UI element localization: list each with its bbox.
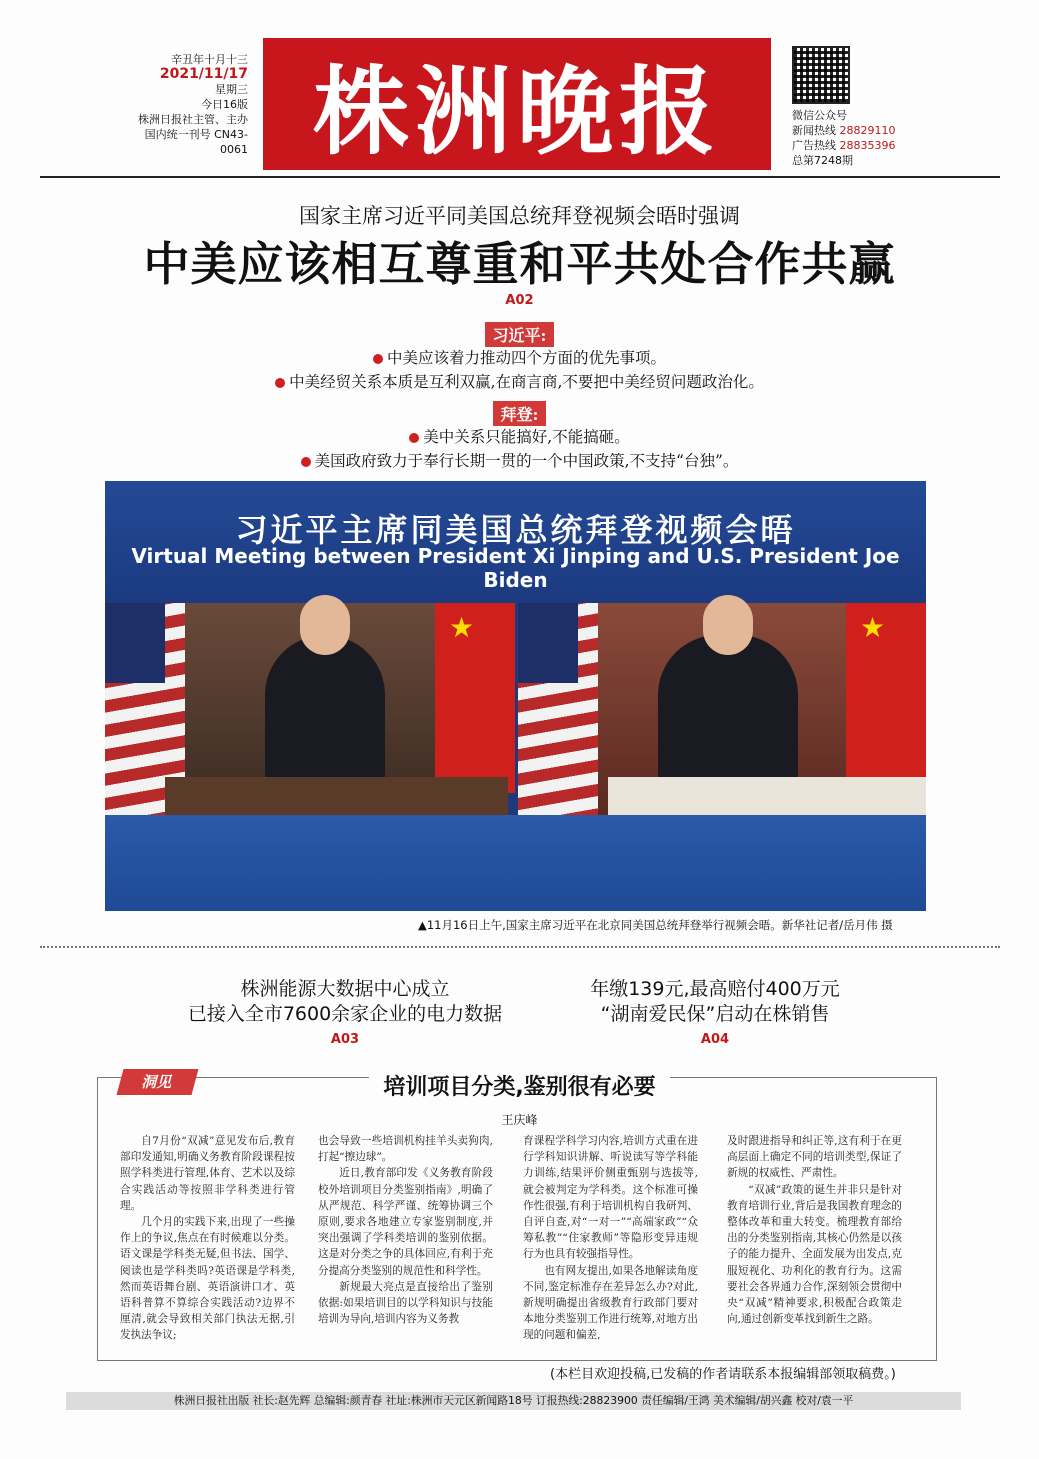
sponsor: 株洲日报社主管、主办 bbox=[138, 113, 248, 126]
news-hotline-label: 新闻热线 bbox=[792, 124, 836, 137]
biden-point-1: 美中关系只能搞好,不能搞砸。 bbox=[0, 425, 1039, 447]
bullet-icon bbox=[275, 378, 285, 388]
contact-info bbox=[792, 108, 896, 168]
biden-point-2: 美国政府致力于奉行长期一贯的一个中国政策,不支持“台独”。 bbox=[0, 449, 1039, 471]
biden-video-panel bbox=[105, 603, 508, 815]
person-figure bbox=[658, 635, 798, 785]
story-line-2: 已接入全市7600余家企业的电力数据 bbox=[187, 1003, 503, 1025]
story-energy[interactable] bbox=[150, 977, 540, 1052]
newspaper-logo: 株洲晚报 bbox=[263, 38, 771, 170]
china-flag-icon: ★ bbox=[846, 603, 926, 793]
desk bbox=[165, 777, 508, 815]
bullet-icon bbox=[301, 457, 311, 467]
photo-caption: ▲11月16日上午,国家主席习近平在北京同美国总统拜登举行视频会晤。新华社记者/岳月伟 摄 bbox=[418, 918, 893, 932]
meeting-photo bbox=[105, 481, 926, 911]
xi-point-2: 中美经贸关系本质是互利双赢,在商言商,不要把中美经贸问题政治化。 bbox=[0, 370, 1039, 392]
ad-hotline-label: 广告热线 bbox=[792, 139, 836, 152]
ad-hotline: 28835396 bbox=[839, 139, 896, 152]
photo-stage bbox=[105, 815, 926, 911]
xi-tag: 习近平: bbox=[0, 322, 1039, 347]
desk bbox=[608, 777, 926, 815]
cn-number: 国内统一刊号 CN43-0061 bbox=[144, 128, 248, 156]
column-text-2: 也会导致一些培训机构挂羊头卖狗肉,打起“擦边球”。 近日,教育部印发《义务教育阶段校外培训项目分类鉴别指南》,明确了从严规范、科学严谨、统筹协调三个原则,要求各地建立专家鉴别制度,并突出强调了学科类培训的鉴别依据。这是对分类之争的具体回应,有利于充分提高分类鉴别的规范性和科学性。 新规最大亮点是直接给出了鉴别依据:如果培训目的以学科知识与技能培训为导向,培训内容为义务教 bbox=[318, 1135, 493, 1326]
column-text-3: 育课程学科学习内容,培训方式重在进行学科知识讲解、听说读写等学科能力训练,结果评价侧重甄别与选拔等,就会被判定为学科类。这个标准可操作性很强,有利于培训机构自我研判、自评自查,对“一对一”“高端家政”“众筹私教”“住家教师”等隐形变异违规行为也具有较强指导性。 也有网友提出,如果各地解读角度不同,鉴定标准存在差异怎么办?对此,新规明确提出省级教育行政部门要对本地分类鉴别工作进行统筹,对地方出现的问题和偏差, bbox=[523, 1135, 698, 1342]
contribution-notice: (本栏目欢迎投稿,已发稿的作者请联系本报编辑部领取稿费。) bbox=[550, 1367, 896, 1382]
date-block bbox=[136, 52, 248, 157]
column-tag: 洞见 bbox=[117, 1069, 199, 1095]
story-line-1: 年缴139元,最高赔付400万元 bbox=[590, 978, 840, 1000]
story-page-ref: A03 bbox=[330, 1032, 360, 1047]
banner-title-en: Virtual Meeting between President Xi Jinping and U.S. President Joe Biden bbox=[131, 544, 900, 592]
column-author: 王庆峰 bbox=[501, 1113, 538, 1127]
story-line-1: 株洲能源大数据中心成立 bbox=[240, 978, 450, 1000]
story-line-2: “湖南爱民保”启动在株销售 bbox=[600, 1003, 830, 1025]
footer-credits: 株洲日报社出版 社长:赵先辉 总编辑:颜青春 社址:株洲市天元区新闻路18号 订报热线:28823900 责任编辑/王鸿 美术编辑/胡兴鑫 校对/袁一平 bbox=[66, 1392, 961, 1410]
xi-video-panel bbox=[518, 603, 926, 815]
lead-headline: 中美应该相互尊重和平共处合作共赢 bbox=[143, 237, 896, 291]
lead-kicker: 国家主席习近平同美国总统拜登视频会晤时强调 bbox=[299, 204, 740, 228]
column-title: 培训项目分类,鉴别很有必要 bbox=[0, 1070, 1039, 1101]
biden-tag: 拜登: bbox=[0, 401, 1039, 426]
column-text-1: 自7月份“双减”意见发布后,教育部印发通知,明确义务教育阶段课程按照学科类进行管理,体育、艺术以及综合实践活动等按照非学科类进行管理。 几个月的实践下来,出现了一些操作上的争议,焦点在有时候难以分类。语文课是学科类无疑,但书法、国学、阅读也是学科类吗?英语课是学科类,然而英语舞台剧、英语演讲口才、英语科普算不算综合实践活动?边界不厘清,就会导致相关部门执法无据,引发执法争议; bbox=[120, 1135, 295, 1342]
column-text-4: 及时跟进指导和纠正等,这有利于在更高层面上确定不同的培训类型,保证了新规的权威性、严肃性。 “双减”政策的诞生并非只是针对教育培训行业,背后是我国教育理念的整体改革和重大转变。梳理教育部给出的分类鉴别指南,其核心仍然是以孩子的能力提升、全面发展为出发点,克服短视化、功利化的教育行为。这需要社会各界通力合作,深刻领会贯彻中央“双减”精神要求,积极配合政策走向,通过创新变革找到新生之路。 bbox=[727, 1135, 902, 1326]
bullet-icon bbox=[373, 354, 383, 364]
wechat-label: 微信公众号 bbox=[792, 109, 847, 122]
qr-code-icon bbox=[792, 46, 850, 104]
story-page-ref: A04 bbox=[700, 1032, 730, 1047]
lunar-date: 辛丑年十月十三 bbox=[171, 53, 248, 66]
person-figure bbox=[265, 635, 385, 785]
dotted-divider bbox=[40, 946, 1000, 948]
china-flag-icon: ★ bbox=[435, 603, 515, 793]
weekday: 星期三 bbox=[215, 83, 248, 96]
news-hotline: 28829110 bbox=[839, 124, 896, 137]
story-insurance[interactable] bbox=[520, 977, 910, 1052]
bullet-icon bbox=[409, 433, 419, 443]
lead-page-ref: A02 bbox=[505, 293, 534, 308]
issue-number: 总第7248期 bbox=[792, 154, 853, 167]
issue-date: 2021/11/17 bbox=[159, 66, 248, 82]
page-count: 今日16版 bbox=[201, 98, 248, 111]
us-flag-icon bbox=[518, 603, 598, 815]
masthead-rule bbox=[40, 176, 1000, 178]
banner-title-zh: 习近平主席同美国总统拜登视频会晤 bbox=[235, 511, 796, 549]
xi-point-1: 中美应该着力推动四个方面的优先事项。 bbox=[0, 346, 1039, 368]
